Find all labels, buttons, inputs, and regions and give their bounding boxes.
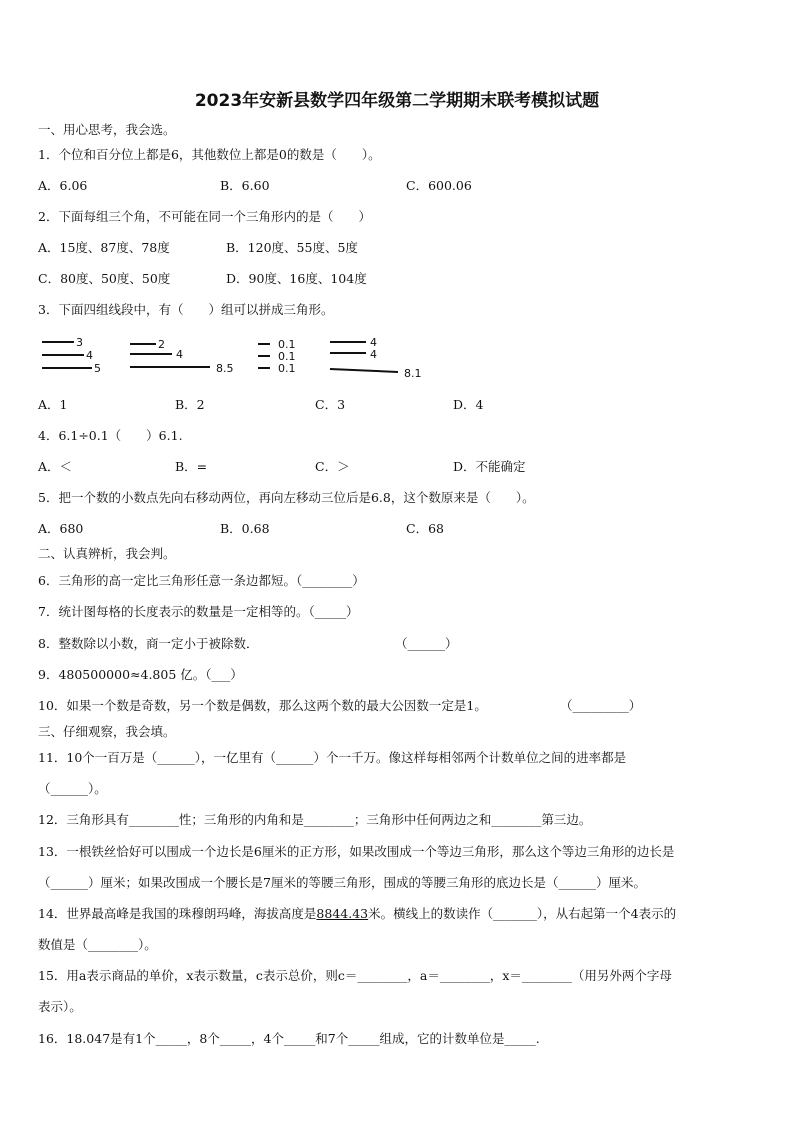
segment-group-3 [258, 338, 296, 375]
question-14-line-2: 数值是（________）。 [38, 937, 157, 952]
q2-option-b: B．120度、55度、5度 [226, 240, 358, 255]
question-3-stem: 3．下面四组线段中，有（ ）组可以拼成三角形。 [38, 302, 334, 317]
segment-group-2 [130, 338, 234, 375]
question-14-line-1 [38, 906, 676, 922]
q5-option-c: C．68 [406, 521, 444, 536]
question-13-line-1: 13．一根铁丝恰好可以围成一个边长是6厘米的正方形，如果改围成一个等边三角形，那么这个等边三角形的边长是 [38, 844, 675, 859]
question-8: 8．整数除以小数，商一定小于被除数． [38, 636, 259, 651]
q1-option-a: A．6.06 [38, 178, 88, 193]
q4-option-a: A．＜ [38, 459, 73, 474]
q5-option-a: A．680 [38, 521, 84, 536]
question-10: 10．如果一个数是奇数，另一个数是偶数，那么这两个数的最大公因数一定是1。 [38, 698, 487, 713]
q4-option-c: C．＞ [315, 459, 350, 474]
segment-label: 4 [370, 336, 377, 349]
q4-option-d: D．不能确定 [453, 459, 526, 474]
question-6: 6．三角形的高一定比三角形任意一条边都短。（________） [38, 573, 365, 588]
question-5-stem: 5．把一个数的小数点先向右移动两位，再向左移动三位后是6.8，这个数原来是（ ）。 [38, 490, 535, 505]
line-segment-groups-figure [38, 334, 438, 380]
segment-label: 0.1 [278, 338, 296, 351]
q2-option-d: D．90度、16度、104度 [226, 271, 367, 286]
segment-label: 8.1 [404, 367, 422, 380]
question-2-stem: 2．下面每组三个角，不可能在同一个三角形内的是（ ） [38, 209, 371, 224]
segment-label: 4 [176, 348, 183, 361]
q3-option-b: B．2 [175, 397, 205, 412]
q5-option-b: B．0.68 [220, 521, 270, 536]
q2-option-c: C．80度、50度、50度 [38, 271, 171, 286]
q1-option-c: C．600.06 [406, 178, 472, 193]
q4-option-b: B．= [175, 459, 208, 474]
segment-group-1 [42, 336, 101, 375]
q2-option-a: A．15度、87度、78度 [38, 240, 170, 255]
segment-label: 0.1 [278, 350, 296, 363]
q14-underlined-number: 8844.43 [316, 906, 369, 921]
question-1-stem: 1．个位和百分位上都是6，其他数位上都是0的数是（ ）。 [38, 147, 381, 162]
segment-label: 4 [86, 349, 93, 362]
q14-text-before: 14．世界最高峰是我国的珠穆朗玛峰，海拔高度是 [38, 906, 317, 921]
section-heading-1: 一、用心思考，我会选。 [38, 122, 176, 137]
question-10-answer-paren: （_________） [560, 698, 642, 713]
question-15-line-1: 15．用a表示商品的单价，x表示数量，c表示总价，则c＝________，a＝________，x＝________（用另外两个字母 [38, 968, 672, 983]
question-9: 9．480500000≈4.805 亿。（___） [38, 667, 243, 682]
question-11-line-1: 11．10个一百万是（______），一亿里有（______）个一千万。像这样每相邻两个计数单位之间的进率都是 [38, 750, 627, 765]
segment-label: 5 [94, 362, 101, 375]
segment-label: 0.1 [278, 362, 296, 375]
question-16: 16．18.047是有1个_____，8个_____，4个_____和7个_____组成，它的计数单位是_____. [38, 1031, 540, 1046]
section-heading-2: 二、认真辨析，我会判。 [38, 546, 176, 561]
q1-option-b: B．6.60 [220, 178, 270, 193]
segment-label: 8.5 [216, 362, 234, 375]
question-8-answer-paren: （______） [395, 636, 458, 651]
page-title: 2023年安新县数学四年级第二学期期末联考模拟试题 [194, 91, 600, 111]
segment-label: 2 [158, 338, 165, 351]
segment-label: 4 [370, 348, 377, 361]
section-heading-3: 三、仔细观察，我会填。 [38, 724, 176, 739]
q3-option-d: D．4 [453, 397, 484, 412]
q3-option-a: A．1 [38, 397, 68, 412]
q14-text-after: 米。横线上的数读作（_______），从右起第一个4表示的 [368, 906, 677, 921]
question-13-line-2: （______）厘米；如果改围成一个腰长是7厘米的等腰三角形，围成的等腰三角形的底边长是（______）厘米。 [38, 875, 646, 890]
q3-option-c: C．3 [315, 397, 346, 412]
segment-label: 3 [76, 336, 83, 349]
question-12: 12．三角形具有________性；三角形的内角和是________；三角形中任何两边之和________第三边。 [38, 812, 592, 827]
segment-group-4 [330, 336, 422, 380]
question-7: 7．统计图每格的长度表示的数量是一定相等的。（_____） [38, 604, 359, 619]
question-11-line-2: （______）。 [38, 781, 107, 796]
question-4-stem: 4．6.1÷0.1（ ）6.1. [38, 428, 183, 443]
question-15-line-2: 表示）。 [38, 999, 82, 1014]
